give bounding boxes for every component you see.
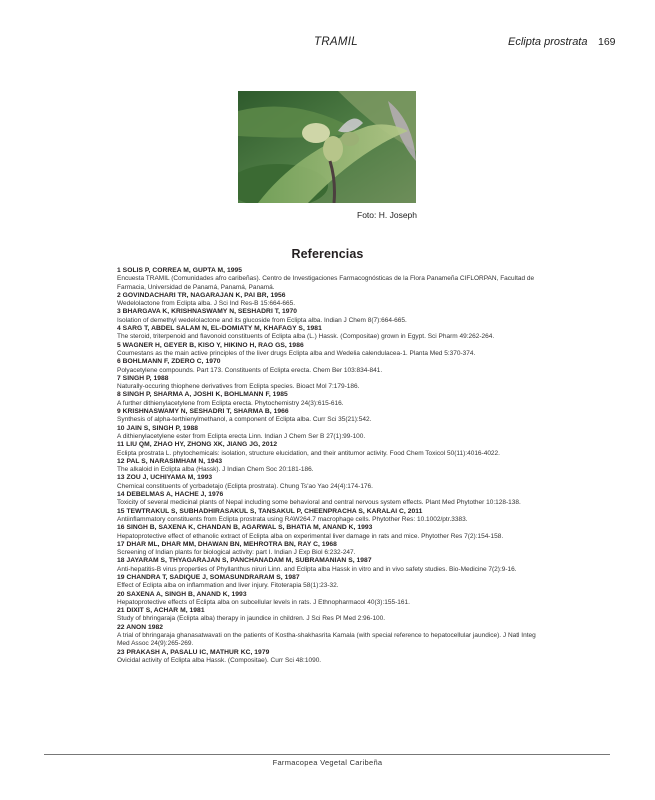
reference-citation: Hepatoprotective effect of ethanolic extract of Eclipta alba on experimental liver damage in rats and mice. Phytother Res 7(2):154-158. xyxy=(117,532,504,540)
footer-divider xyxy=(44,754,610,755)
reference-entry xyxy=(117,491,549,508)
reference-entry xyxy=(117,524,549,541)
reference-authors: 11 LIU QM, ZHAO HY, ZHONG XK, JIANG JG, 2012 xyxy=(117,441,278,449)
page-number: 169 xyxy=(598,36,616,48)
reference-citation: Naturally-occuring thiophene derivatives from Eclipta species. Bioact Mol 7:179-186. xyxy=(117,383,360,391)
reference-citation: Wedelolactone from Eclipta alba. J Sci Ind Res-B 15:664-665. xyxy=(117,300,296,308)
reference-entry xyxy=(117,591,549,608)
reference-entry xyxy=(117,574,549,591)
reference-citation: Encuesta TRAMIL (Comunidades afro caribeñas). Centro de Investigaciones Farmacognósticas de la Flora Panameña CIFLORPAN, Facultad de Farmacia, Universidad de Panamá, Panamá, Panamá. xyxy=(117,275,535,291)
reference-citation: Study of bhringaraja (Eclipta alba) therapy in jaundice in children. J Sci Res Pl Med 2:96-100. xyxy=(117,615,386,623)
reference-entry xyxy=(117,474,549,491)
reference-entry xyxy=(117,508,549,525)
reference-authors: 10 JAIN S, SINGH P, 1988 xyxy=(117,424,198,432)
reference-entry xyxy=(117,607,549,624)
reference-citation: Coumestans as the main active principles of the liver drugs Eclipta alba and Wedelia calendulacea-1. Planta Med 5:370-374. xyxy=(117,349,476,357)
plant-photo xyxy=(238,91,416,203)
reference-citation: Hepatoprotective effects of Eclipta alba on subcellular levels in rats. J Ethnopharmacol 40(3):155-161. xyxy=(117,598,410,606)
reference-citation: Screening of Indian plants for biological activity: part I. Indian J Exp Biol 6:232-247. xyxy=(117,549,356,557)
reference-citation: The alkaloid in Eclipta alba (Hassk). J Indian Chem Soc 20:181-186. xyxy=(117,466,314,474)
plant-photo-illustration xyxy=(238,91,416,203)
reference-authors: 20 SAXENA A, SINGH B, ANAND K, 1993 xyxy=(117,590,247,598)
reference-entry xyxy=(117,557,549,574)
reference-authors: 14 DEBELMAS A, HACHE J, 1976 xyxy=(117,491,224,499)
reference-citation: Synthesis of alpha-terthienylmethanol, a component of Eclipta alba. Curr Sci 35(21):542. xyxy=(117,416,372,424)
reference-authors: 22 ANON 1982 xyxy=(117,623,164,631)
reference-authors: 2 GOVINDACHARI TR, NAGARAJAN K, PAI BR, 1956 xyxy=(117,291,286,299)
reference-entry xyxy=(117,425,549,442)
reference-citation: Eclipta prostrata L. phytochemicals: isolation, structure elucidation, and their antitumor activity. Food Chem Toxicol 50(11):4016-4022. xyxy=(117,449,500,457)
reference-authors: 23 PRAKASH A, PASALU IC, MATHUR KC, 1979 xyxy=(117,648,270,656)
reference-authors: 8 SINGH P, SHARMA A, JOSHI K, BOHLMANN F, 1985 xyxy=(117,391,288,399)
reference-authors: 17 DHAR ML, DHAR MM, DHAWAN BN, MEHROTRA BN, RAY C, 1968 xyxy=(117,540,337,548)
reference-citation: Chemical constituents of ycrbadetajo (Eclipta prostrata). Chung Ts'ao Yao 24(4):174-176. xyxy=(117,482,373,490)
reference-authors: 13 ZOU J, UCHIYAMA M, 1993 xyxy=(117,474,213,482)
reference-entry xyxy=(117,342,549,359)
reference-authors: 6 BOHLMANN F, ZDERO C, 1970 xyxy=(117,358,221,366)
reference-citation: Antiinflammatory constituents from Eclipta prostrata using RAW264.7 macrophage cells. Phytother Res: 10.1002/ptr.3383. xyxy=(117,515,468,523)
header-title: TRAMIL xyxy=(314,36,358,48)
footer-title: Farmacopea Vegetal Caribeña xyxy=(272,758,383,767)
reference-entry xyxy=(117,292,549,309)
references-title: Referencias xyxy=(291,247,364,261)
reference-entry xyxy=(117,408,549,425)
reference-entry xyxy=(117,649,549,666)
reference-authors: 19 CHANDRA T, SADIQUE J, SOMASUNDRARAM S, 1987 xyxy=(117,573,300,581)
reference-entry xyxy=(117,325,549,342)
reference-authors: 7 SINGH P, 1988 xyxy=(117,374,169,382)
reference-entry xyxy=(117,358,549,375)
reference-entry xyxy=(117,391,549,408)
reference-entry xyxy=(117,458,549,475)
reference-citation: A trial of bhringaraja ghanasatwavati on the patients of Kostha-shakhasrita Kamala (with special reference to hepatocellular jaundice). J Natl Integ Med Assoc 24(9):265-269. xyxy=(117,632,536,648)
reference-authors: 21 DIXIT S, ACHAR M, 1981 xyxy=(117,607,205,615)
reference-citation: Toxicity of several medicinal plants of Nepal including some behavioral and central nervous system effects. Plant Med Phytother 10:128-138. xyxy=(117,499,521,507)
reference-citation: A dithienylacetylene ester from Eclipta erecta Linn. Indian J Chem Ser B 27(1):99-100. xyxy=(117,432,366,440)
reference-entry xyxy=(117,267,549,292)
reference-authors: 12 PAL S, NARASIMHAM N, 1943 xyxy=(117,457,223,465)
reference-authors: 18 JAYARAM S, THYAGARAJAN S, PANCHANADAM M, SUBRAMANIAN S, 1987 xyxy=(117,557,372,565)
references-list xyxy=(117,267,549,665)
reference-citation: Effect of Eclipta alba on inflammation and liver injury. Fitoterapia 58(1):23-32. xyxy=(117,582,339,590)
reference-entry xyxy=(117,441,549,458)
photo-credit: Foto: H. Joseph xyxy=(357,210,418,220)
reference-citation: Ovicidal activity of Eclipta alba Hassk. (Compositae). Curr Sci 48:1090. xyxy=(117,656,322,664)
reference-citation: The steroid, triterpenoid and flavonoid constituents of Eclipta alba (L.) Hassk. (Compositae) grown in Egypt. Sci Pharm 49:262-264. xyxy=(117,333,495,341)
reference-citation: Isolation of demethyl wedelolactone and its glucoside from Eclipta alba. Indian J Chem 8(7):664-665. xyxy=(117,316,407,324)
reference-authors: 15 TEWTRAKUL S, SUBHADHIRASAKUL S, TANSAKUL P, CHEENPRACHA S, KARALAI C, 2011 xyxy=(117,507,423,515)
reference-authors: 9 KRISHNASWAMY N, SESHADRI T, SHARMA B, 1966 xyxy=(117,408,289,416)
reference-citation: Polyacetylene compounds. Part 173. Constituents of Eclipta erecta. Chem Ber 103:834-841. xyxy=(117,366,383,374)
reference-authors: 16 SINGH B, SAXENA K, CHANDAN B, AGARWAL S, BHATIA M, ANAND K, 1993 xyxy=(117,524,373,532)
reference-authors: 4 SARG T, ABDEL SALAM N, EL-DOMIATY M, KHAFAGY S, 1981 xyxy=(117,325,322,333)
reference-authors: 5 WAGNER H, GEYER B, KISO Y, HIKINO H, RAO GS, 1986 xyxy=(117,341,304,349)
reference-entry xyxy=(117,541,549,558)
page-header xyxy=(0,0,655,50)
reference-authors: 3 BHARGAVA K, KRISHNASWAMY N, SESHADRI T, 1970 xyxy=(117,308,298,316)
reference-entry xyxy=(117,624,549,649)
reference-entry xyxy=(117,308,549,325)
reference-citation: Anti-hepatitis-B virus properties of Phyllanthus niruri Linn. and Eclipta alba Hassk in vitro and in vivo safety studies. Bio-Medicine 7(2):9-16. xyxy=(117,565,517,573)
header-species: Eclipta prostrata xyxy=(508,36,588,48)
reference-entry xyxy=(117,375,549,392)
reference-citation: A further dithienylacetylene from Eclipta erecta. Phytochemistry 24(3):615-616. xyxy=(117,399,344,407)
reference-authors: 1 SOLIS P, CORREA M, GUPTA M, 1995 xyxy=(117,267,243,274)
